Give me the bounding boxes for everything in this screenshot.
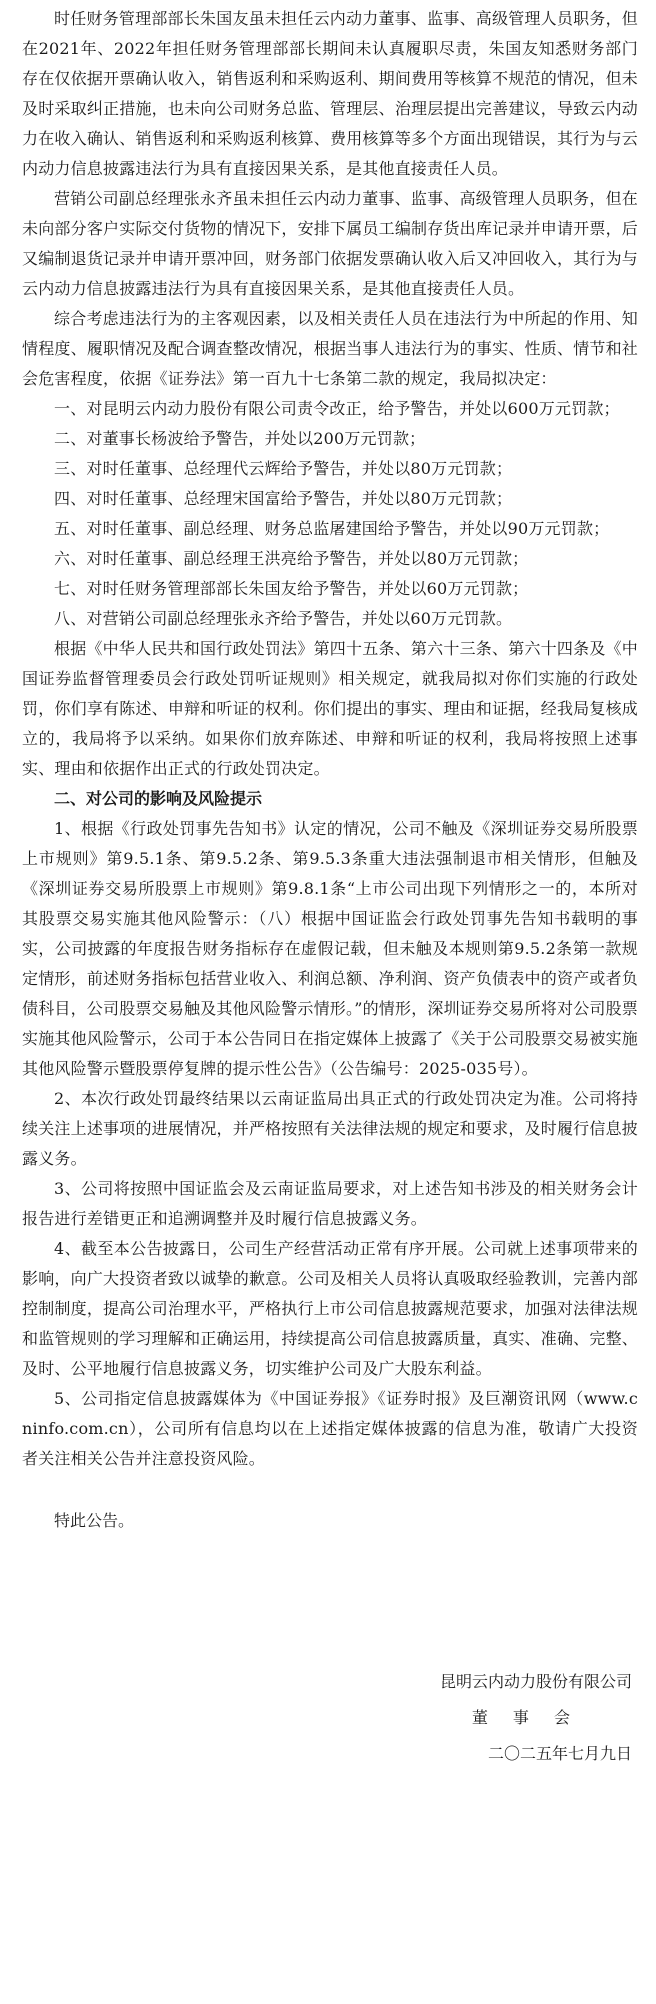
decision-item-6: 六、对时任董事、副总经理王洪亮给予警告，并处以80万元罚款； — [54, 549, 529, 568]
section-heading-impact: 二、对公司的影响及风险提示 — [54, 789, 263, 808]
signature-block — [22, 1664, 638, 1772]
paragraph-decision-intro: 综合考虑违法行为的主客观因素，以及相关责任人员在违法行为中所起的作用、知情程度、履职情况及配合调查整改情况，根据当事人违法行为的事实、性质、情节和社会危害程度，依据《证券法》第一百九十七条第二款的规定，我局拟决定： — [22, 309, 638, 388]
decision-item-1: 一、对昆明云内动力股份有限公司责令改正，给予警告，并处以600万元罚款； — [54, 399, 620, 418]
impact-item-2: 2、本次行政处罚最终结果以云南证监局出具正式的行政处罚决定为准。公司将持续关注上述事项的进展情况，并严格按照有关法律法规的规定和要求，及时履行信息披露义务。 — [22, 1089, 638, 1168]
signature-board: 董 事 会 — [471, 1708, 580, 1727]
decision-item-5: 五、对时任董事、副总经理、财务总监屠建国给予警告，并处以90万元罚款； — [54, 519, 610, 538]
impact-item-1: 1、根据《行政处罚事先告知书》认定的情况，公司不触及《深圳证券交易所股票上市规则》第9.5.1条、第9.5.2条、第9.5.3条重大违法强制退市相关情形，但触及《深圳证券交易所股票上市规则》第9.8.1条“上市公司出现下列情形之一的，本所对其股票交易实施其他风险警示：（八）根据中国证监会行政处罚事先告知书载明的事实，公司披露的年度报告财务指标存在虚假记载，但未触及本规则第9.5.2条第一款规定情形，前述财务指标包括营业收入、利润总额、净利润、资产负债表中的资产或者负债科目，公司股票交易触及其他风险警示情形。”的情形，深圳证券交易所将对公司股票实施其他风险警示，公司于本公告同日在指定媒体上披露了《关于公司股票交易被实施其他风险警示暨股票停复牌的提示性公告》（公告编号：2025-035号）。 — [22, 819, 638, 1078]
impact-item-3: 3、公司将按照中国证监会及云南证监局要求，对上述告知书涉及的相关财务会计报告进行差错更正和追溯调整并及时履行信息披露义务。 — [22, 1179, 638, 1228]
impact-item-5: 5、公司指定信息披露媒体为《中国证券报》《证券时报》及巨潮资讯网（www.cninfo.com.cn），公司所有信息均以在上述指定媒体披露的信息为准，敬请广大投资者关注相关公告并注意投资风险。 — [22, 1389, 638, 1468]
signature-date: 二〇二五年七月九日 — [487, 1744, 632, 1763]
decision-item-2: 二、对董事长杨波给予警告，并处以200万元罚款； — [54, 429, 426, 448]
impact-item-4: 4、截至本公告披露日，公司生产经营活动正常有序开展。公司就上述事项带来的影响，向广大投资者致以诚挚的歉意。公司及相关人员将认真吸取经验教训，完善内部控制制度，提高公司治理水平，严格执行上市公司信息披露规范要求，加强对法律法规和监管规则的学习理解和正确运用，持续提高公司信息披露质量，真实、准确、完整、及时、公平地履行信息披露义务，切实维护公司及广大股东利益。 — [22, 1239, 638, 1378]
decision-item-7: 七、对时任财务管理部部长朱国友给予警告，并处以60万元罚款； — [54, 579, 529, 598]
paragraph-rights: 根据《中华人民共和国行政处罚法》第四十五条、第六十三条、第六十四条及《中国证券监督管理委员会行政处罚听证规则》相关规定，就我局拟对你们实施的行政处罚，你们享有陈述、申辩和听证的权利。你们提出的事实、理由和证据，经我局复核成立的，我局将予以采纳。如果你们放弃陈述、申辩和听证的权利，我局将按照上述事实、理由和依据作出正式的行政处罚决定。 — [22, 639, 638, 778]
signature-company: 昆明云内动力股份有限公司 — [439, 1672, 632, 1691]
decision-item-4: 四、对时任董事、总经理宋国富给予警告，并处以80万元罚款； — [54, 489, 513, 508]
decision-item-8: 八、对营销公司副总经理张永齐给予警告，并处以60万元罚款。 — [54, 609, 513, 628]
paragraph-finance-head: 时任财务管理部部长朱国友虽未担任云内动力董事、监事、高级管理人员职务，但在2021年、2022年担任财务管理部部长期间未认真履职尽责，朱国友知悉财务部门存在仅依据开票确认收入，销售返利和采购返利、期间费用等核算不规范的情况，但未及时采取纠正措施，也未向公司财务总监、管理层、治理层提出完善建议，导致云内动力在收入确认、销售返利和采购返利核算、费用核算等多个方面出现错误，其行为与云内动力信息披露违法行为具有直接因果关系，是其他直接责任人员。 — [22, 9, 638, 178]
closing-remark: 特此公告。 — [54, 1511, 135, 1530]
decision-item-3: 三、对时任董事、总经理代云辉给予警告，并处以80万元罚款； — [54, 459, 513, 478]
paragraph-sales-vp: 营销公司副总经理张永齐虽未担任云内动力董事、监事、高级管理人员职务，但在未向部分客户实际交付货物的情况下，安排下属员工编制存货出库记录并申请开票，后又编制退货记录并申请开票冲回，财务部门依据发票确认收入后又冲回收入，其行为与云内动力信息披露违法行为具有直接因果关系，是其他直接责任人员。 — [22, 189, 638, 298]
